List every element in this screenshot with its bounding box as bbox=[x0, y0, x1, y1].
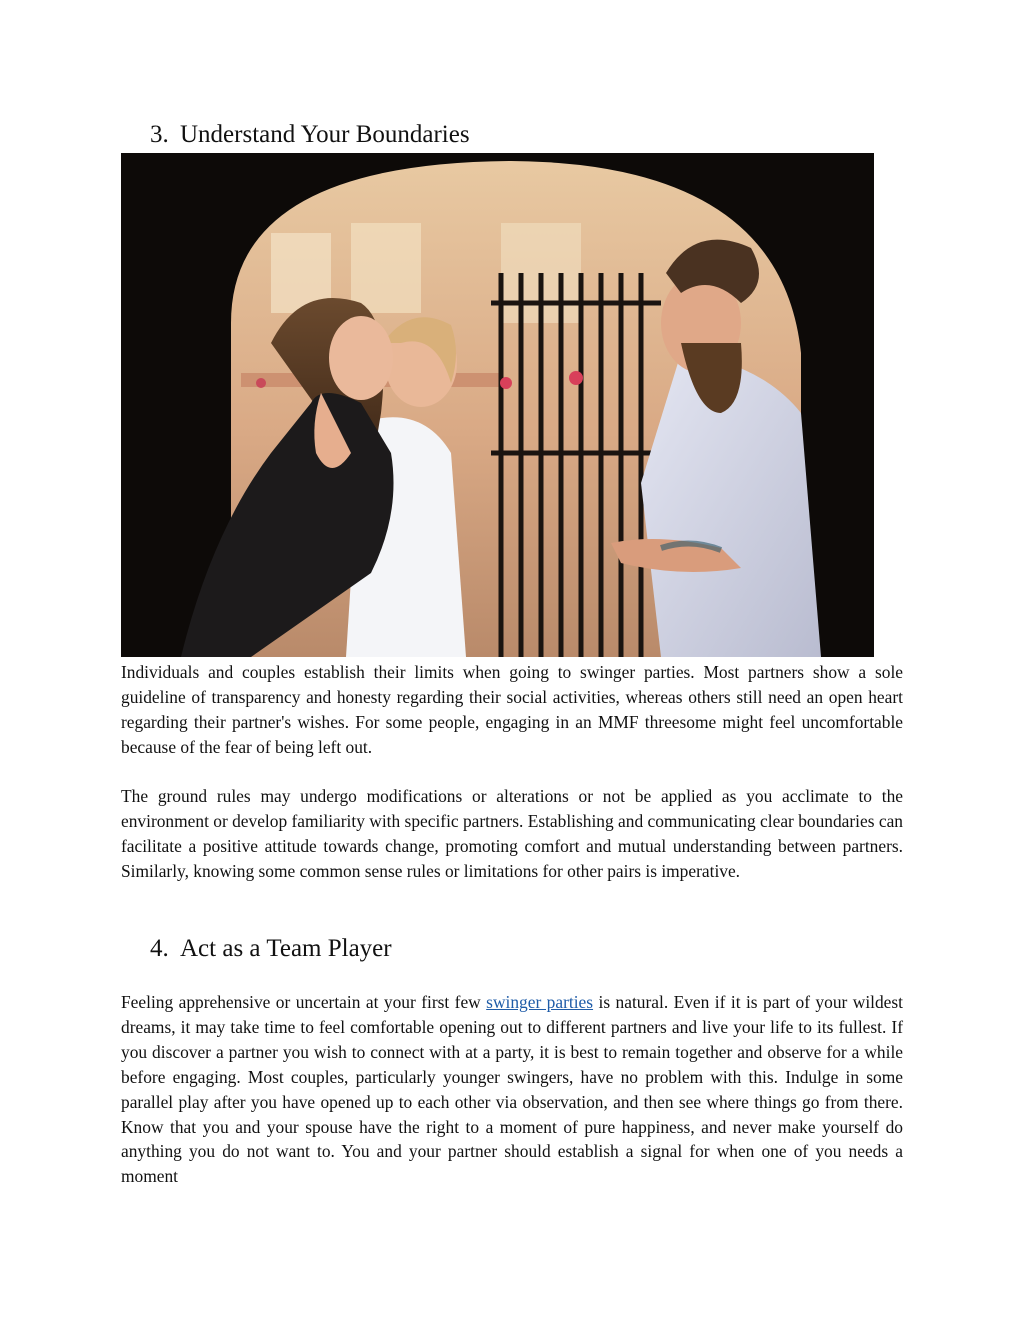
paragraph-ground-rules: The ground rules may undergo modifications or alterations or not be applied as you acclimate to the environment or develop familiarity with specific partners. Establishing and communicating clear boundaries can facilitate a positive attitude towards change, promoting comfort and mutual understanding between partners. Similarly, knowing some common sense rules or limitations for other pairs is imperative. bbox=[121, 786, 903, 881]
swinger-parties-link[interactable]: swinger parties bbox=[486, 992, 594, 1012]
section-title: Understand Your Boundaries bbox=[180, 121, 470, 148]
paragraph-boundaries-intro: Individuals and couples establish their limits when going to swinger parties. Most partners show a sole guideline of transparency and honesty regarding their social activities, whereas others still need an open heart regarding their partner's wishes. For some people, engaging in an MMF threesome might feel uncomfortable because of the fear of being left out. bbox=[121, 662, 903, 757]
paragraph-text: is natural. Even if it is part of your wildest dreams, it may take time to feel comfortable opening out to different partners and live your life to its fullest. If you discover a partner you wish to connect with at a party, it is best to remain together and observe for a while before engaging. Most couples, particularly younger swingers, have no problem with this. Indulge in some parallel play after you have opened up to each other via observation, and then see where things go from there. Know that you and your spouse have the right to a moment of pure happiness, and never make yourself do anything you do not want to. You and your partner should establish a signal for when one of you needs a moment bbox=[121, 992, 903, 1187]
section-number: 3. bbox=[150, 121, 169, 148]
paragraph-text: Feeling apprehensive or uncertain at your first few bbox=[121, 992, 487, 1012]
paragraph-team-player bbox=[121, 990, 903, 1189]
section-title: Act as a Team Player bbox=[180, 935, 392, 962]
photo-people-talking bbox=[121, 153, 874, 657]
section-number: 4. bbox=[150, 935, 169, 962]
section-heading-3 bbox=[150, 120, 470, 150]
section-heading-4 bbox=[150, 934, 392, 964]
